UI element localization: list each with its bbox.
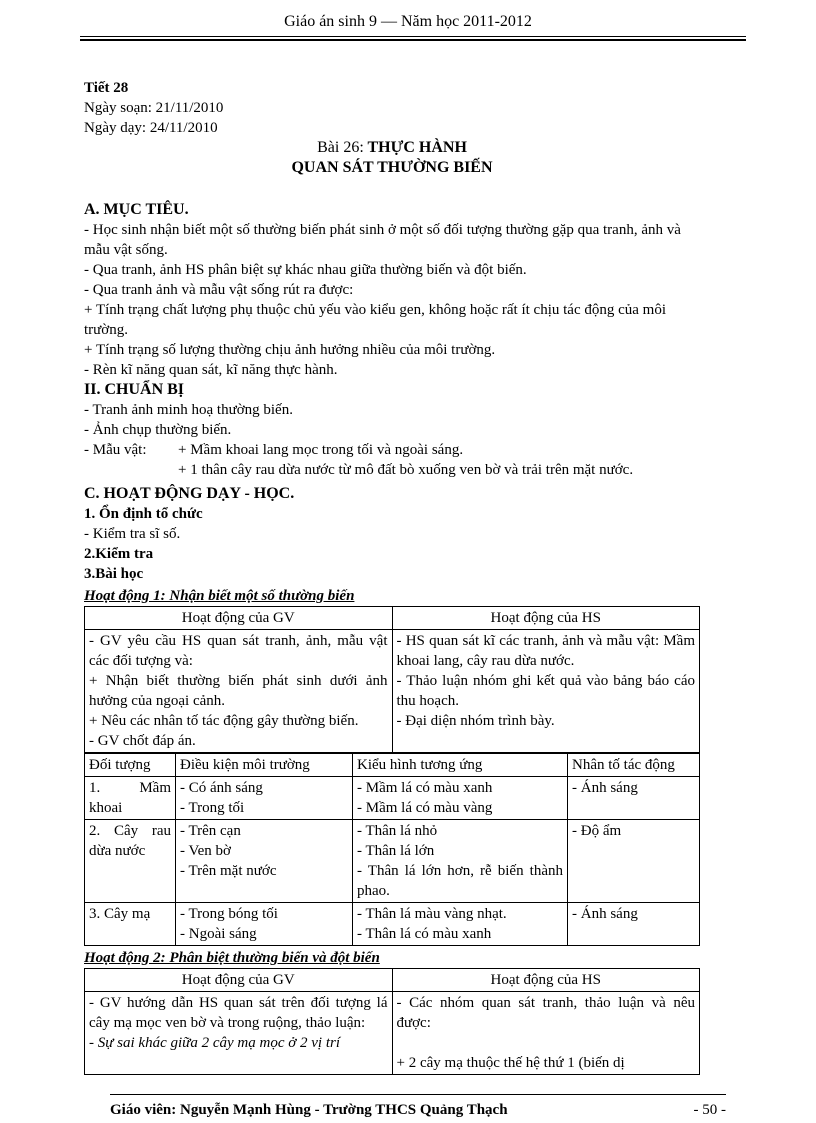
phenotype-cell: [353, 820, 568, 903]
hs-cell: [392, 630, 700, 753]
hs-line: - Đại diện nhóm trình bày.: [396, 713, 555, 729]
col-hs: Hoạt động của HS: [392, 607, 700, 630]
section-b-line: - Tranh ảnh minh hoạ thường biến.: [84, 402, 293, 418]
header-cell: Đối tượng: [85, 754, 176, 777]
phenotype-line: - Mầm lá có màu xanh: [357, 780, 493, 796]
section-a-heading: A. MỤC TIÊU.: [84, 201, 189, 218]
section-b-line: - Ảnh chụp thường biến.: [84, 422, 232, 438]
table-header-row: [85, 754, 700, 777]
material-item: + 1 thân cây rau dừa nước từ mô đất bò xuống ven bờ và trải trên mặt nước.: [178, 462, 634, 478]
factor-cell: - Ánh sáng: [568, 777, 700, 820]
phenotype-cell: [353, 777, 568, 820]
phenotype-line: - Thân lá lớn: [357, 843, 435, 859]
section-a-line: + Tính trạng số lượng thường chịu ảnh hưởng nhiều của môi trường.: [84, 342, 496, 358]
header-cell: Kiểu hình tương ứng: [353, 754, 568, 777]
condition-line: - Trong tối: [180, 800, 245, 816]
header-rule-thick: [80, 39, 746, 41]
activity-1-title: Hoạt động 1: Nhận biết một số thường biến: [84, 588, 355, 604]
footer-rule: [110, 1094, 726, 1095]
condition-cell: [176, 903, 353, 946]
col-hs: Hoạt động của HS: [392, 969, 700, 992]
hs-line: - Thảo luận nhóm ghi kết quả vào bảng báo cáo thu hoạch.: [396, 673, 695, 709]
section-a-line: + Tính trạng chất lượng phụ thuộc chủ yếu vào kiểu gen, không hoặc rất ít chịu tác động của môi trường.: [84, 302, 667, 338]
activity-2-title: Hoạt động 2: Phân biệt thường biến và đột biến: [84, 950, 380, 966]
step-3: 3.Bài học: [84, 566, 144, 582]
step-2: 2.Kiểm tra: [84, 546, 154, 562]
factor-cell: - Độ ẩm: [568, 820, 700, 903]
hs-line: - HS quan sát kĩ các tranh, ảnh và mẫu vật: Mầm khoai lang, cây rau dừa nước.: [396, 633, 695, 669]
gv-line: + Nêu các nhân tố tác động gây thường biến.: [89, 713, 359, 729]
phenotype-table: [84, 753, 700, 946]
gv-cell: [85, 992, 393, 1075]
section-b-heading: II. CHUẨN BỊ: [84, 381, 185, 398]
section-a-line: - Qua tranh, ảnh HS phân biệt sự khác nhau giữa thường biến và đột biến.: [84, 262, 527, 278]
phenotype-cell: [353, 903, 568, 946]
period-label: Tiết 28: [84, 80, 129, 96]
table-row: [85, 903, 700, 946]
gv-line: - GV yêu cầu HS quan sát tranh, ảnh, mẫu vật các đối tượng và:: [89, 633, 388, 669]
page-footer: [110, 1100, 726, 1120]
phenotype-line: - Thân lá màu vàng nhạt.: [357, 906, 507, 922]
condition-line: - Ngoài sáng: [180, 926, 257, 942]
gv-line: + Nhận biết thường biến phát sinh dưới ảnh hưởng của ngoại cảnh.: [89, 673, 388, 709]
hs-line: + 2 cây mạ thuộc thế hệ thứ 1 (biến dị: [396, 1055, 625, 1071]
header-rule: [80, 36, 746, 37]
material-item: + Mầm khoai lang mọc trong tối và ngoài sáng.: [178, 442, 464, 458]
lesson-prefix: Bài 26:: [317, 139, 364, 156]
gv-line: - Sự sai khác giữa 2 cây mạ mọc ở 2 vị trí: [89, 1035, 340, 1051]
phenotype-line: - Thân lá nhỏ: [357, 823, 438, 839]
section-a-line: - Qua tranh ảnh và mẫu vật sống rút ra được:: [84, 282, 354, 298]
step-1: 1. Ổn định tổ chức: [84, 506, 203, 522]
condition-line: - Có ánh sáng: [180, 780, 263, 796]
step-1-line: - Kiểm tra sĩ số.: [84, 526, 181, 542]
materials-label: - Mẫu vật:: [84, 442, 147, 458]
object-cell: 3. Cây mạ: [85, 903, 176, 946]
table-header-row: [85, 607, 700, 630]
table-row: [85, 630, 700, 753]
gv-line: - GV hướng dẫn HS quan sát trên đối tượng lá cây mạ mọc ven bờ và trong ruộng, thảo luận:: [89, 995, 388, 1031]
condition-line: - Ven bờ: [180, 843, 231, 859]
object-cell: 1. Mầm khoai: [85, 777, 176, 820]
table-row: [85, 992, 700, 1075]
page-number: - 50 -: [693, 1102, 726, 1118]
table-row: [85, 777, 700, 820]
materials-row: [84, 440, 700, 460]
header-cell: Điều kiện môi trường: [176, 754, 353, 777]
lesson-title: [84, 138, 700, 158]
phenotype-line: - Mầm lá có màu vàng: [357, 800, 493, 816]
condition-line: - Trên mặt nước: [180, 863, 277, 879]
page-header: Giáo án sinh 9 — Năm học 2011-2012: [284, 13, 532, 30]
activity-1-table: [84, 606, 700, 753]
hs-cell: [392, 992, 700, 1075]
col-gv: Hoạt động của GV: [85, 969, 393, 992]
condition-cell: [176, 820, 353, 903]
prep-date: Ngày soạn: 21/11/2010: [84, 100, 224, 116]
lesson-subtitle: QUAN SÁT THƯỜNG BIẾN: [291, 159, 493, 176]
gv-cell: [85, 630, 393, 753]
gv-line: - GV chốt đáp án.: [89, 733, 196, 749]
teach-date: Ngày dạy: 24/11/2010: [84, 120, 218, 136]
condition-line: - Trên cạn: [180, 823, 241, 839]
object-cell: 2. Cây rau dừa nước: [85, 820, 176, 903]
section-a-line: - Học sinh nhận biết một số thường biến phát sinh ở một số đối tượng thường gặp qua tranh, ảnh và mẫu vật sống.: [84, 222, 681, 258]
footer-text: Giáo viên: Nguyễn Mạnh Hùng - Trường THCS Quảng Thạch: [110, 1102, 508, 1118]
table-header-row: [85, 969, 700, 992]
hs-line: - Các nhóm quan sát tranh, thảo luận và nêu được:: [396, 995, 695, 1031]
condition-cell: [176, 777, 353, 820]
lesson-name: THỰC HÀNH: [367, 139, 467, 156]
header-cell: Nhân tố tác động: [568, 754, 700, 777]
activity-2-table: [84, 968, 700, 1075]
factor-cell: - Ánh sáng: [568, 903, 700, 946]
condition-line: - Trong bóng tối: [180, 906, 278, 922]
col-gv: Hoạt động của GV: [85, 607, 393, 630]
document-body: [84, 78, 700, 1075]
phenotype-line: - Thân lá có màu xanh: [357, 926, 492, 942]
table-row: [85, 820, 700, 903]
phenotype-line: - Thân lá lớn hơn, rễ biến thành phao.: [357, 863, 563, 899]
section-a-line: - Rèn kĩ năng quan sát, kĩ năng thực hành.: [84, 362, 338, 378]
section-c-heading: C. HOẠT ĐỘNG DẠY - HỌC.: [84, 485, 295, 502]
